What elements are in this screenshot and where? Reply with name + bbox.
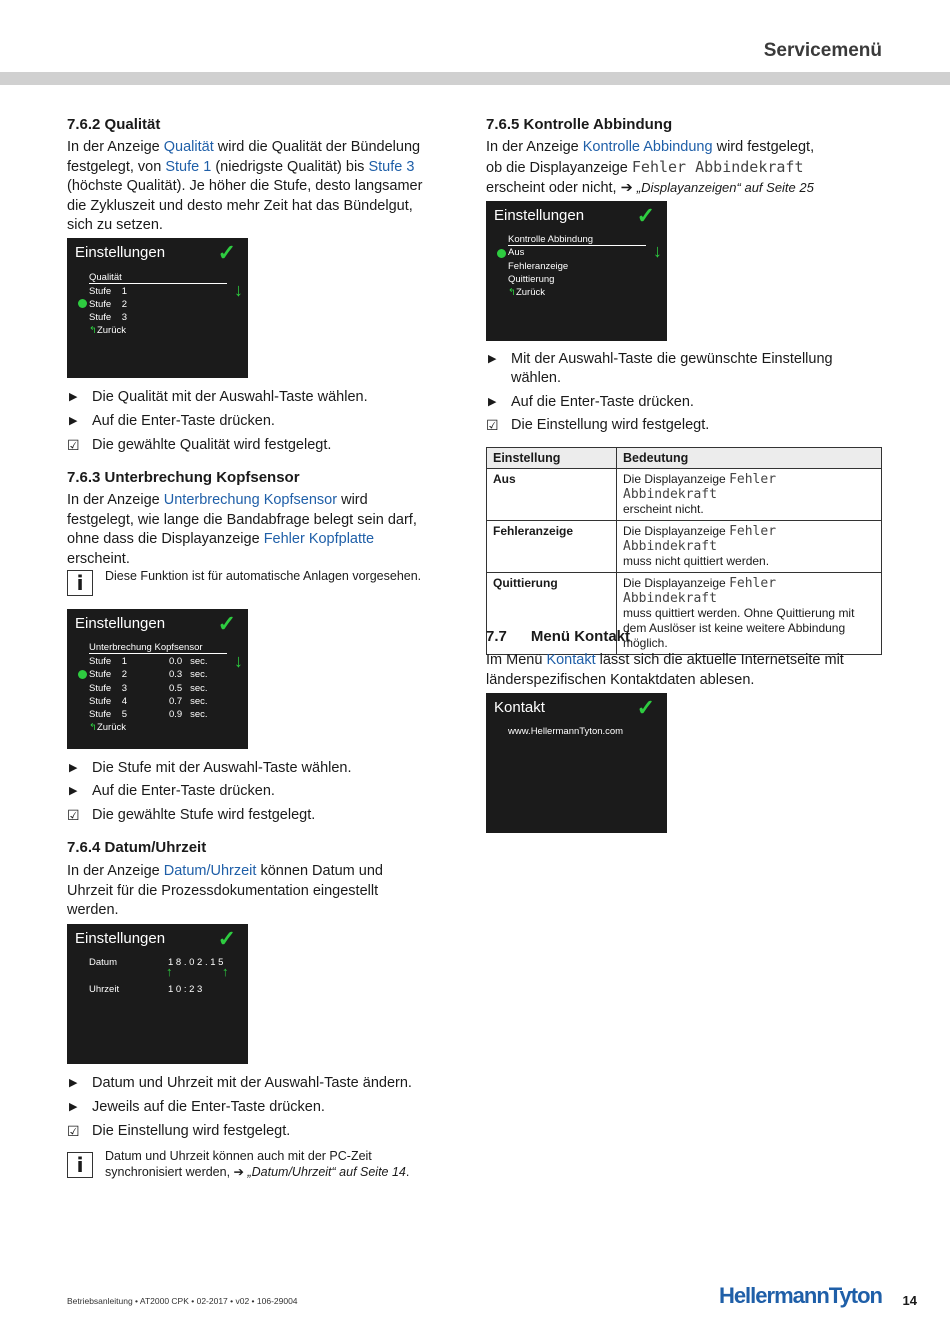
text: Im Menü: [486, 652, 547, 668]
text: werden.: [67, 902, 119, 918]
text: sich zu setzen.: [67, 217, 163, 233]
arrow-right-icon: ➔: [620, 180, 637, 196]
screen-row: Quittierung: [508, 274, 555, 285]
step-text: wählen.: [511, 370, 561, 386]
back-arrow-icon: ↰: [89, 325, 97, 336]
step-text: Auf die Enter-Taste drücken.: [92, 783, 275, 799]
text: erscheint nicht.: [623, 502, 704, 516]
triangle-bullet-icon: ▶: [69, 1101, 78, 1113]
info-icon: i: [67, 570, 93, 596]
section-heading-qualitaet: 7.6.2 Qualität: [67, 116, 161, 133]
screen-row: Stufe 3: [89, 312, 128, 323]
arrow-down-icon: ↓: [234, 280, 243, 300]
text: festgelegt, von: [67, 158, 166, 175]
text: .: [405, 1165, 410, 1179]
screen-row-value: 0.5 sec.: [169, 683, 208, 694]
checkbox-icon: ☑: [67, 437, 80, 453]
step-item: [67, 412, 275, 431]
check-icon: ✓: [636, 203, 655, 228]
table-cell-key: Aus: [487, 469, 617, 521]
screen-title: Einstellungen: [75, 930, 166, 947]
text: können Datum und: [256, 863, 383, 879]
settings-table: [486, 447, 882, 655]
checkbox-icon: ☑: [486, 417, 499, 433]
section-heading-kontrolle-abbindung: 7.6.5 Kontrolle Abbindung: [486, 116, 673, 133]
back-label: Zurück: [515, 287, 546, 298]
term-fehler-kopfplatte: Fehler Kopfplatte: [263, 531, 375, 547]
page-header-title: Servicemenü: [763, 40, 882, 61]
text: muss nicht quittiert werden.: [623, 554, 770, 568]
triangle-bullet-icon: ▶: [69, 785, 78, 797]
selected-dot: [497, 249, 506, 258]
arrow-up-icon: ↑: [166, 964, 173, 979]
term-kontakt: Kontakt: [546, 652, 596, 668]
selected-dot: [78, 299, 87, 308]
heading-number: 7.7: [486, 628, 507, 645]
term-stufe-3: Stufe 3: [368, 158, 415, 175]
check-icon: ✓: [217, 240, 236, 265]
result-item: [486, 416, 709, 435]
result-text: Die Einstellung wird festgelegt.: [92, 1123, 291, 1139]
screen-row: Stufe 3: [89, 683, 128, 694]
text: die Zykluszeit und desto mehr Zeit hat das Bündelgut,: [67, 197, 413, 214]
checkbox-icon: ☑: [67, 807, 80, 823]
cross-reference-link[interactable]: „Displayanzeigen“ auf Seite 25: [636, 180, 814, 195]
section-heading-kontakt: [486, 628, 630, 645]
display-screen-qualitaet: [67, 238, 248, 378]
brand-logo: HellermannTyton: [718, 1283, 882, 1308]
qualitaet-paragraph: [67, 138, 467, 236]
term-kontrolle-abbindung: Kontrolle Abbindung: [582, 139, 713, 155]
text: Die Displayanzeige: [623, 472, 730, 486]
step-text: Datum und Uhrzeit mit der Auswahl-Taste ändern.: [92, 1075, 412, 1091]
triangle-bullet-icon: ▶: [69, 762, 78, 774]
step-item: [67, 782, 275, 801]
info-note: Diese Funktion ist für automatische Anlagen vorgesehen.: [105, 569, 422, 583]
kontakt-paragraph: [486, 651, 886, 690]
display-message: Fehler Abbindekraft: [623, 472, 777, 502]
screen-subtitle: Kontrolle Abbindung: [508, 234, 646, 246]
arrow-right-icon: ➔: [233, 1165, 248, 1179]
section-heading-kopfsensor: 7.6.3 Unterbrechung Kopfsensor: [67, 469, 300, 486]
screen-title: Kontakt: [494, 699, 545, 716]
abbindung-paragraph: [486, 138, 886, 199]
check-icon: ✓: [217, 926, 236, 951]
step-item: [486, 393, 694, 412]
header-bar: [0, 72, 950, 85]
kopfsensor-paragraph: [67, 491, 467, 569]
screen-subtitle: Unterbrechung Kopfsensor: [89, 642, 227, 654]
text: wird: [337, 492, 368, 508]
table-header-row: [487, 448, 882, 469]
check-icon: ✓: [217, 611, 236, 636]
info-icon: i: [67, 1152, 93, 1178]
screen-back: [508, 287, 545, 298]
back-label: Zurück: [96, 325, 127, 336]
step-item: [67, 1074, 412, 1093]
text: Die Displayanzeige: [623, 576, 730, 590]
step-text: Jeweils auf die Enter-Taste drücken.: [92, 1099, 325, 1115]
step-text: Auf die Enter-Taste drücken.: [92, 413, 275, 429]
screen-back: [89, 325, 126, 336]
screen-row: Stufe 2: [89, 299, 128, 310]
triangle-bullet-icon: ▶: [69, 391, 78, 403]
text: festgelegt, wie lange die Bandabfrage belegt sein darf,: [67, 511, 417, 528]
footer-text: Betriebsanleitung • AT2000 CPK • 02-2017 • v02 • 106-29004: [67, 1296, 298, 1306]
step-item: [486, 350, 881, 388]
screen-row-value: 0.3 sec.: [169, 669, 208, 680]
back-label: Zurück: [96, 722, 127, 733]
arrow-down-icon: ↓: [234, 651, 243, 671]
screen-row-value: 0.0 sec.: [169, 656, 208, 667]
table-row: [487, 469, 882, 521]
info-note: [105, 1148, 409, 1180]
text: Datum und Uhrzeit können auch mit der PC-Zeit: [105, 1149, 372, 1163]
text: muss quittiert werden. Ohne Quittierung mit dem Auslöser ist keine weitere Abbindung möglich.: [623, 606, 855, 650]
time-label: Uhrzeit: [89, 984, 120, 995]
result-item: [67, 436, 331, 455]
text: lässt sich die aktuelle Internetseite mit: [595, 652, 844, 668]
step-item: [67, 1098, 325, 1117]
text: erscheint.: [67, 550, 130, 567]
display-message: Fehler Abbindekraft: [623, 576, 777, 606]
time-value: 1 0 : 2 3: [168, 984, 203, 995]
arrow-up-icon: ↑: [222, 964, 229, 979]
table-row: [487, 521, 882, 573]
text: In der Anzeige: [486, 139, 583, 155]
display-message: Fehler Abbindekraft: [623, 524, 777, 554]
display-screen-abbindung: [486, 201, 667, 341]
text: Die Displayanzeige: [623, 524, 730, 538]
section-heading-datum-uhrzeit: 7.6.4 Datum/Uhrzeit: [67, 839, 207, 856]
display-message: Fehler Abbindekraft: [631, 157, 804, 176]
screen-subtitle: Qualität: [89, 272, 227, 284]
text: In der Anzeige: [67, 863, 164, 879]
text: (höchste Qualität). Je höher die Stufe, desto langsamer: [67, 178, 423, 194]
table-cell-key: Quittierung: [487, 573, 617, 655]
screen-row: Stufe 1: [89, 656, 128, 667]
table-cell-value: [617, 521, 882, 573]
table-cell-value: [617, 573, 882, 655]
check-icon: ✓: [636, 695, 655, 720]
term-unterbrechung-kopfsensor: Unterbrechung Kopfsensor: [163, 492, 338, 508]
text: ob die Displayanzeige: [486, 159, 632, 176]
display-screen-kopfsensor: [67, 609, 248, 749]
table-cell-value: [617, 469, 882, 521]
page-number: 14: [902, 1293, 917, 1308]
back-arrow-icon: ↰: [89, 722, 97, 733]
back-arrow-icon: ↰: [508, 287, 516, 298]
text: (niedrigste Qualität) bis: [211, 158, 369, 175]
result-item: [67, 806, 315, 825]
triangle-bullet-icon: ▶: [488, 396, 497, 408]
screen-row-value: 0.7 sec.: [169, 696, 208, 707]
table-header: Bedeutung: [617, 448, 882, 469]
text: In der Anzeige: [67, 139, 164, 155]
step-text: Die Stufe mit der Auswahl-Taste wählen.: [92, 760, 352, 776]
screen-row: Fehleranzeige: [508, 261, 569, 272]
screen-row: Stufe 4: [89, 696, 128, 707]
screen-row: Stufe 1: [89, 286, 128, 297]
triangle-bullet-icon: ▶: [488, 353, 497, 365]
date-label: Datum: [89, 957, 117, 968]
screen-title: Einstellungen: [75, 615, 166, 632]
checkbox-icon: ☑: [67, 1123, 80, 1139]
term-datum-uhrzeit: Datum/Uhrzeit: [163, 863, 257, 879]
result-text: Die gewählte Stufe wird festgelegt.: [92, 807, 316, 823]
result-item: [67, 1122, 290, 1141]
contact-url: www.HellermannTyton.com: [508, 726, 624, 737]
table-header: Einstellung: [487, 448, 617, 469]
step-text: Auf die Enter-Taste drücken.: [511, 394, 694, 410]
screen-row: Aus: [508, 247, 525, 258]
screen-row-value: 0.9 sec.: [169, 709, 208, 720]
screen-title: Einstellungen: [75, 244, 166, 261]
screen-title: Einstellungen: [494, 207, 585, 224]
display-screen-datum: [67, 924, 248, 1064]
link-qualitaet: Qualität: [163, 139, 214, 155]
text: In der Anzeige: [67, 492, 164, 508]
selected-dot: [78, 670, 87, 679]
text: Uhrzeit für die Prozessdokumentation eingestellt: [67, 882, 379, 899]
triangle-bullet-icon: ▶: [69, 1077, 78, 1089]
display-screen-kontakt: [486, 693, 667, 833]
step-text: Mit der Auswahl-Taste die gewünschte Einstellung: [511, 351, 833, 367]
screen-row: Stufe 2: [89, 669, 128, 680]
text: erscheint oder nicht,: [486, 180, 621, 196]
text: wird festgelegt,: [712, 139, 815, 155]
text: wird die Qualität der Bündelung: [213, 139, 421, 155]
cross-reference-link[interactable]: „Datum/Uhrzeit“ auf Seite 14: [247, 1165, 406, 1179]
step-item: [67, 759, 352, 778]
text: synchronisiert werden,: [105, 1165, 234, 1179]
screen-back: [89, 722, 126, 733]
step-text: Die Qualität mit der Auswahl-Taste wählen.: [92, 389, 368, 405]
screen-row: Stufe 5: [89, 709, 128, 720]
result-text: Die gewählte Qualität wird festgelegt.: [92, 437, 332, 453]
result-text: Die Einstellung wird festgelegt.: [511, 417, 710, 433]
step-item: [67, 388, 368, 407]
triangle-bullet-icon: ▶: [69, 415, 78, 427]
heading-text: Menü Kontakt: [530, 628, 631, 645]
datum-paragraph: [67, 862, 467, 921]
text: ohne dass die Displayanzeige: [67, 531, 264, 547]
date-value: 1 8 . 0 2 . 1 5: [168, 957, 224, 968]
arrow-down-icon: ↓: [653, 241, 662, 261]
table-cell-key: Fehleranzeige: [487, 521, 617, 573]
term-stufe-1: Stufe 1: [165, 158, 212, 175]
text: länderspezifischen Kontaktdaten ablesen.: [486, 671, 755, 688]
